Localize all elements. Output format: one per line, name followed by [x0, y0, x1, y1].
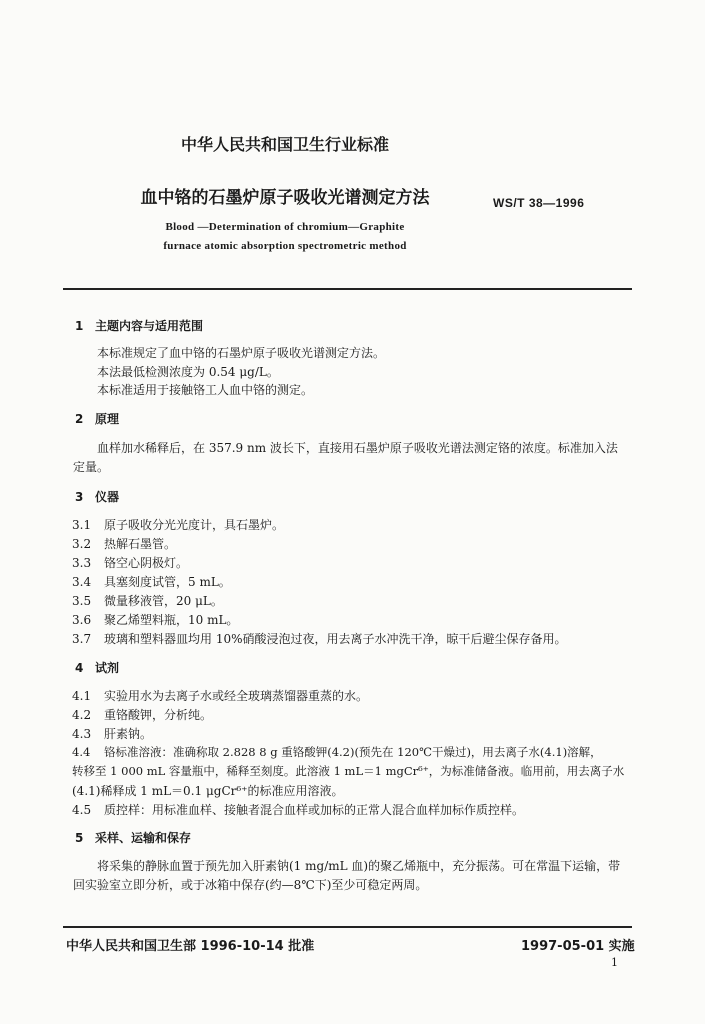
paragraph: 本标准规定了血中铬的石墨炉原子吸收光谱测定方法。	[97, 346, 386, 360]
paragraph: 将采集的静脉血置于预先加入肝素钠(1 mg/mL 血)的聚乙烯瓶中，充分振荡。可在常温下运输，带	[97, 859, 621, 873]
paragraph: 回实验室立即分析，或于冰箱中保存(约—8℃下)至少可稳定两周。	[73, 878, 428, 892]
list-item: 3.1 原子吸收分光光度计，具石墨炉。	[72, 518, 285, 532]
list-item: 4.5 质控样：用标准血样、接触者混合血样或加标的正常人混合血样加标作质控样。	[72, 803, 525, 817]
section-number: 2	[75, 412, 84, 426]
footer-divider	[63, 926, 632, 928]
list-item: 3.2 热解石墨管。	[72, 537, 177, 551]
list-item: 3.3 铬空心阴极灯。	[72, 556, 189, 570]
standard-code: WS/T 38—1996	[493, 196, 585, 210]
list-item: 3.6 聚乙烯塑料瓶，10 mL。	[72, 613, 239, 627]
section-title: 仪器	[95, 490, 120, 504]
page-number: 1	[611, 956, 618, 969]
english-title-line-1: Blood —Determination of chromium—Graphite	[165, 221, 405, 233]
issuing-authority-heading: 中华人民共和国卫生行业标准	[180, 135, 389, 154]
section-title: 采样、运输和保存	[95, 831, 192, 845]
list-item: 3.7 玻璃和塑料器皿均用 10%硝酸浸泡过夜，用去离子水冲洗干净，晾干后避尘保存备用。	[72, 632, 567, 646]
list-item: 4.1 实验用水为去离子水或经全玻璃蒸馏器重蒸的水。	[72, 689, 369, 703]
approval-line: 中华人民共和国卫生部 1996-10-14 批准	[66, 939, 315, 954]
section-number: 1	[75, 319, 84, 333]
paragraph: 血样加水稀释后，在 357.9 nm 波长下，直接用石墨炉原子吸收光谱法测定铬的浓度。标准加入法	[97, 441, 618, 455]
english-title-line-2: furnace atomic absorption spectrometric method	[163, 240, 407, 252]
section-title: 试剂	[95, 661, 120, 675]
paragraph: 本法最低检测浓度为 0.54 μg/L。	[97, 365, 279, 379]
section-5-heading	[75, 829, 191, 846]
list-item: 3.4 具塞刻度试管，5 mL。	[72, 575, 231, 589]
section-title: 主题内容与适用范围	[95, 319, 204, 333]
list-item: 3.5 微量移液管，20 μL。	[72, 594, 223, 608]
list-item: 4.3 肝素钠。	[72, 727, 153, 741]
paragraph: 本标准适用于接触铬工人血中铬的测定。	[97, 383, 314, 397]
paragraph: 定量。	[73, 460, 110, 474]
section-title: 原理	[95, 412, 120, 426]
section-1-heading	[75, 317, 203, 334]
list-item-continuation: 转移至 1 000 mL 容量瓶中，稀释至刻度。此溶液 1 mL＝1 mgCr⁶⁺，为标准储备液。临用前，用去离子水	[72, 764, 625, 778]
list-item: 4.2 重铬酸钾，分析纯。	[72, 708, 213, 722]
list-item-continuation: (4.1)稀释成 1 mL＝0.1 μgCr⁶⁺的标准应用溶液。	[72, 784, 344, 798]
effective-date: 1997-05-01 实施	[521, 939, 635, 954]
section-number: 3	[75, 490, 84, 504]
document-title: 血中铬的石墨炉原子吸收光谱测定方法	[140, 188, 430, 208]
header-divider	[63, 288, 632, 290]
section-number: 5	[75, 831, 84, 845]
section-2-heading	[75, 410, 119, 427]
list-item: 4.4 铬标准溶液：准确称取 2.828 8 g 重铬酸钾(4.2)(预先在 120℃干燥过)，用去离子水(4.1)溶解，	[72, 745, 602, 759]
section-3-heading	[75, 488, 119, 505]
section-number: 4	[75, 661, 84, 675]
section-4-heading	[75, 659, 119, 676]
